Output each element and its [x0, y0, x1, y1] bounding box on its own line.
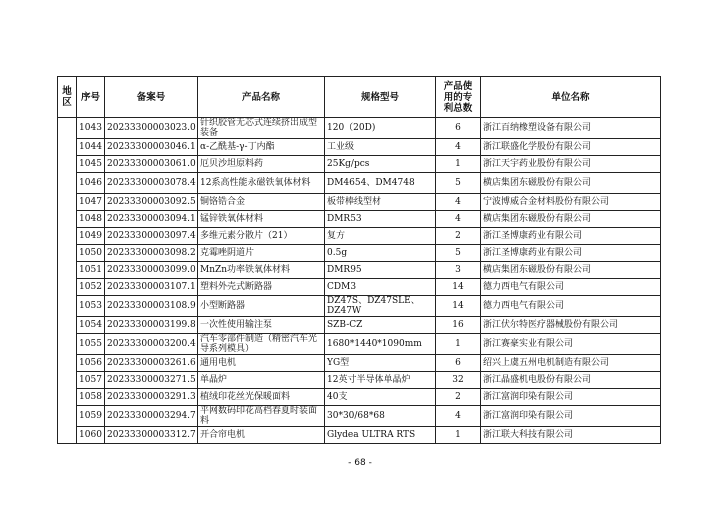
- product-name-cell: 锰锌铁氧体材料: [198, 211, 325, 228]
- table-row: [58, 279, 661, 296]
- seq-cell: 1043: [77, 118, 105, 139]
- seq-cell: 1058: [77, 389, 105, 406]
- product-name-cell: 铜铬锆合金: [198, 194, 325, 211]
- seq-cell: 1047: [77, 194, 105, 211]
- spec-cell: 30*30/68*68: [325, 406, 436, 427]
- seq-cell: 1060: [77, 427, 105, 444]
- record-no-cell: 20233300003023.0: [105, 118, 198, 139]
- patent-count-cell: 4: [436, 194, 481, 211]
- header-spec: 规格型号: [325, 77, 436, 118]
- spec-cell: 复方: [325, 228, 436, 245]
- company-cell: 宁波博威合金材料股份有限公司: [481, 194, 661, 211]
- seq-cell: 1054: [77, 317, 105, 334]
- table-row: [58, 194, 661, 211]
- patent-count-cell: 5: [436, 245, 481, 262]
- product-name-cell: 针织胶管无芯式连续挤出成型装备: [198, 118, 325, 139]
- spec-cell: DMR95: [325, 262, 436, 279]
- page-number: - 68 -: [348, 458, 372, 468]
- patent-count-cell: 3: [436, 262, 481, 279]
- header-record-no: 备案号: [105, 77, 198, 118]
- header-region: 地 区: [58, 77, 77, 118]
- record-no-cell: 20233300003061.0: [105, 156, 198, 173]
- spec-cell: 1680*1440*1090mm: [325, 334, 436, 355]
- patent-count-cell: 4: [436, 211, 481, 228]
- table-row: [58, 406, 661, 427]
- record-no-cell: 20233300003271.5: [105, 372, 198, 389]
- patent-count-cell: 6: [436, 118, 481, 139]
- spec-cell: DM4654、DM4748: [325, 173, 436, 194]
- spec-cell: DZ47S、DZ47SLE、DZ47W: [325, 296, 436, 317]
- company-cell: 浙江百纳橡塑设备有限公司: [481, 118, 661, 139]
- company-cell: 浙江伏尔特医疗器械股份有限公司: [481, 317, 661, 334]
- record-no-cell: 20233300003094.1: [105, 211, 198, 228]
- table-row: [58, 156, 661, 173]
- seq-cell: 1057: [77, 372, 105, 389]
- record-no-cell: 20233300003046.1: [105, 139, 198, 156]
- spec-cell: Glydea ULTRA RTS: [325, 427, 436, 444]
- spec-cell: YG型: [325, 355, 436, 372]
- patent-count-cell: 4: [436, 139, 481, 156]
- company-cell: 浙江圣博康药业有限公司: [481, 245, 661, 262]
- table-row: [58, 211, 661, 228]
- spec-cell: 板带棒线型材: [325, 194, 436, 211]
- table-row: [58, 228, 661, 245]
- table-row: [58, 334, 661, 355]
- seq-cell: 1052: [77, 279, 105, 296]
- filing-table: [57, 76, 661, 444]
- patent-count-cell: 14: [436, 296, 481, 317]
- patent-count-cell: 6: [436, 355, 481, 372]
- header-company: 单位名称: [481, 77, 661, 118]
- spec-cell: 12英寸半导体单晶炉: [325, 372, 436, 389]
- record-no-cell: 20233300003291.3: [105, 389, 198, 406]
- table-row: [58, 296, 661, 317]
- product-name-cell: 塑料外壳式断路器: [198, 279, 325, 296]
- patent-count-cell: 1: [436, 334, 481, 355]
- record-no-cell: 20233300003294.7: [105, 406, 198, 427]
- record-no-cell: 20233300003261.6: [105, 355, 198, 372]
- table-row: [58, 118, 661, 139]
- record-no-cell: 20233300003099.0: [105, 262, 198, 279]
- company-cell: 浙江联大科技有限公司: [481, 427, 661, 444]
- table-row: [58, 262, 661, 279]
- record-no-cell: 20233300003097.4: [105, 228, 198, 245]
- company-cell: 绍兴上虞五州电机制造有限公司: [481, 355, 661, 372]
- table-row: [58, 139, 661, 156]
- product-name-cell: 植绒印花丝光保暖面料: [198, 389, 325, 406]
- table-row: [58, 245, 661, 262]
- seq-cell: 1044: [77, 139, 105, 156]
- spec-cell: 工业级: [325, 139, 436, 156]
- patent-count-cell: 14: [436, 279, 481, 296]
- patent-count-cell: 5: [436, 173, 481, 194]
- record-no-cell: 20233300003078.4: [105, 173, 198, 194]
- product-name-cell: 多维元素分散片（21）: [198, 228, 325, 245]
- record-no-cell: 20233300003092.5: [105, 194, 198, 211]
- product-name-cell: 小型断路器: [198, 296, 325, 317]
- header-product-name: 产品名称: [198, 77, 325, 118]
- seq-cell: 1055: [77, 334, 105, 355]
- table-row: [58, 317, 661, 334]
- company-cell: 浙江富润印染有限公司: [481, 389, 661, 406]
- table-row: [58, 355, 661, 372]
- seq-cell: 1051: [77, 262, 105, 279]
- record-no-cell: 20233300003107.1: [105, 279, 198, 296]
- spec-cell: 40支: [325, 389, 436, 406]
- product-name-cell: 通用电机: [198, 355, 325, 372]
- spec-cell: 25Kg/pcs: [325, 156, 436, 173]
- region-cell: [58, 118, 77, 444]
- product-name-cell: 单晶炉: [198, 372, 325, 389]
- seq-cell: 1049: [77, 228, 105, 245]
- seq-cell: 1048: [77, 211, 105, 228]
- spec-cell: 0.5g: [325, 245, 436, 262]
- seq-cell: 1056: [77, 355, 105, 372]
- product-name-cell: 汽车零部件制造（精密汽车光导系列模具）: [198, 334, 325, 355]
- product-name-cell: 厄贝沙坦原料药: [198, 156, 325, 173]
- record-no-cell: 20233300003200.4: [105, 334, 198, 355]
- company-cell: 德力西电气有限公司: [481, 279, 661, 296]
- header-row: [58, 77, 661, 118]
- product-name-cell: MnZn功率铁氧体材料: [198, 262, 325, 279]
- table-row: [58, 372, 661, 389]
- seq-cell: 1050: [77, 245, 105, 262]
- patent-count-cell: 16: [436, 317, 481, 334]
- seq-cell: 1045: [77, 156, 105, 173]
- company-cell: 浙江天宇药业股份有限公司: [481, 156, 661, 173]
- company-cell: 浙江晶盛机电股份有限公司: [481, 372, 661, 389]
- company-cell: 浙江富润印染有限公司: [481, 406, 661, 427]
- record-no-cell: 20233300003108.9: [105, 296, 198, 317]
- spec-cell: 120（20D): [325, 118, 436, 139]
- company-cell: 浙江圣博康药业有限公司: [481, 228, 661, 245]
- seq-cell: 1053: [77, 296, 105, 317]
- table-row: [58, 173, 661, 194]
- company-cell: 浙江赛豪实业有限公司: [481, 334, 661, 355]
- company-cell: 横店集团东磁股份有限公司: [481, 173, 661, 194]
- seq-cell: 1059: [77, 406, 105, 427]
- table-row: [58, 427, 661, 444]
- product-name-cell: 开合帘电机: [198, 427, 325, 444]
- spec-cell: SZB-CZ: [325, 317, 436, 334]
- company-cell: 德力西电气有限公司: [481, 296, 661, 317]
- spec-cell: DMR53: [325, 211, 436, 228]
- company-cell: 横店集团东磁股份有限公司: [481, 211, 661, 228]
- spec-cell: CDM3: [325, 279, 436, 296]
- patent-count-cell: 32: [436, 372, 481, 389]
- record-no-cell: 20233300003199.8: [105, 317, 198, 334]
- patent-count-cell: 4: [436, 406, 481, 427]
- header-patent-count: 产品使 用的专 利总数: [436, 77, 481, 118]
- product-name-cell: 平网数码印花高档春夏时装面料: [198, 406, 325, 427]
- patent-count-cell: 1: [436, 156, 481, 173]
- company-cell: 横店集团东磁股份有限公司: [481, 262, 661, 279]
- patent-count-cell: 1: [436, 427, 481, 444]
- table-row: [58, 389, 661, 406]
- patent-count-cell: 2: [436, 228, 481, 245]
- patent-count-cell: 2: [436, 389, 481, 406]
- seq-cell: 1046: [77, 173, 105, 194]
- product-name-cell: α-乙酰基-γ-丁内酯: [198, 139, 325, 156]
- record-no-cell: 20233300003098.2: [105, 245, 198, 262]
- product-name-cell: 一次性使用输注泵: [198, 317, 325, 334]
- record-no-cell: 20233300003312.7: [105, 427, 198, 444]
- header-seq: 序号: [77, 77, 105, 118]
- company-cell: 浙江联盛化学股份有限公司: [481, 139, 661, 156]
- product-name-cell: 克霉唑阴道片: [198, 245, 325, 262]
- product-name-cell: 12系高性能永磁铁氧体材料: [198, 173, 325, 194]
